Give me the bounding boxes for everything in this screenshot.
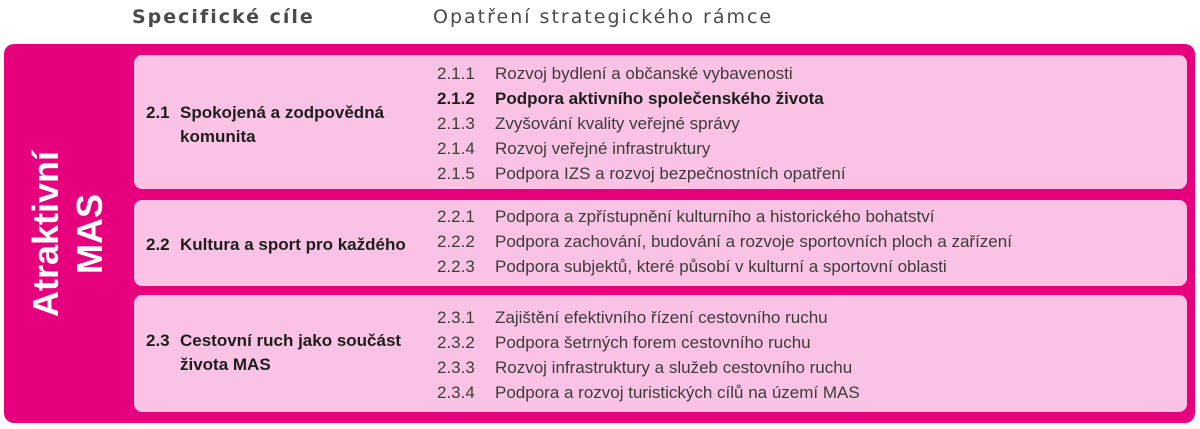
goal-title-2-2 — [146, 233, 406, 257]
theme-title-line2: MAS — [69, 193, 111, 274]
goal-card-2-2 — [134, 200, 1187, 286]
measure-code: 2.2.3 — [437, 257, 475, 276]
measure-item — [437, 229, 1012, 254]
theme-title — [4, 44, 132, 423]
measure-item — [437, 161, 846, 186]
measure-code: 2.1.4 — [437, 139, 475, 158]
measure-label: Podpora subjektů, které působí v kulturní a sportovní oblasti — [495, 257, 947, 276]
goal-title-line2: života MAS — [180, 355, 271, 374]
measure-code: 2.2.1 — [437, 207, 475, 226]
measure-label: Podpora a rozvoj turistických cílů na území MAS — [495, 383, 860, 402]
measure-label: Rozvoj infrastruktury a služeb cestovního ruchu — [495, 358, 853, 377]
measure-item — [437, 86, 846, 111]
measure-label: Rozvoj bydlení a občanské vybavenosti — [495, 64, 793, 83]
measure-label: Podpora aktivního společenského života — [495, 89, 824, 108]
goal-card-2-1 — [134, 55, 1187, 189]
measure-item — [437, 355, 860, 380]
goal-number: 2.1 — [146, 103, 170, 122]
goal-title-line1: Cestovní ruch jako součást — [180, 331, 402, 350]
measure-label: Podpora IZS a rozvoj bezpečnostních opatření — [495, 164, 846, 183]
specific-goals-header: Specifické cíle — [132, 6, 315, 28]
measure-item — [437, 254, 1012, 279]
measure-code: 2.2.2 — [437, 232, 475, 251]
measure-label: Zajištění efektivního řízení cestovního ruchu — [495, 308, 828, 327]
measure-code: 2.1.3 — [437, 114, 475, 133]
measure-code: 2.3.1 — [437, 308, 475, 327]
measure-label: Zvyšování kvality veřejné správy — [495, 114, 740, 133]
measure-label: Podpora a zpřístupnění kulturního a historického bohatství — [495, 207, 935, 226]
measure-label: Podpora šetrných forem cestovního ruchu — [495, 333, 811, 352]
measure-label: Rozvoj veřejné infrastruktury — [495, 139, 711, 158]
goal-number: 2.3 — [146, 331, 170, 350]
goal-title-2-1 — [146, 101, 384, 149]
measure-item — [437, 136, 846, 161]
measure-label: Podpora zachování, budování a rozvoje sportovních ploch a zařízení — [495, 232, 1012, 251]
theme-frame — [4, 44, 1195, 423]
measure-code: 2.3.4 — [437, 383, 475, 402]
measure-item — [437, 61, 846, 86]
measure-code: 2.3.3 — [437, 358, 475, 377]
goal-title-line2: komunita — [180, 127, 256, 146]
measure-code: 2.1.2 — [437, 89, 475, 108]
measure-list-2-2 — [437, 204, 1012, 279]
theme-title-line1: Atraktivní — [25, 150, 67, 317]
measure-item — [437, 204, 1012, 229]
goal-number: 2.2 — [146, 235, 170, 254]
measure-code: 2.3.2 — [437, 333, 475, 352]
measure-item — [437, 380, 860, 405]
measure-list-2-1 — [437, 61, 846, 186]
measure-item — [437, 305, 860, 330]
measure-item — [437, 111, 846, 136]
goal-title-line1: Spokojená a zodpovědná — [180, 103, 385, 122]
measure-code: 2.1.5 — [437, 164, 475, 183]
measures-header: Opatření strategického rámce — [433, 6, 774, 28]
measure-list-2-3 — [437, 305, 860, 405]
measure-code: 2.1.1 — [437, 64, 475, 83]
goal-title-line1: Kultura a sport pro každého — [180, 235, 406, 254]
goal-card-2-3 — [134, 295, 1187, 412]
goal-title-2-3 — [146, 329, 401, 377]
measure-item — [437, 330, 860, 355]
